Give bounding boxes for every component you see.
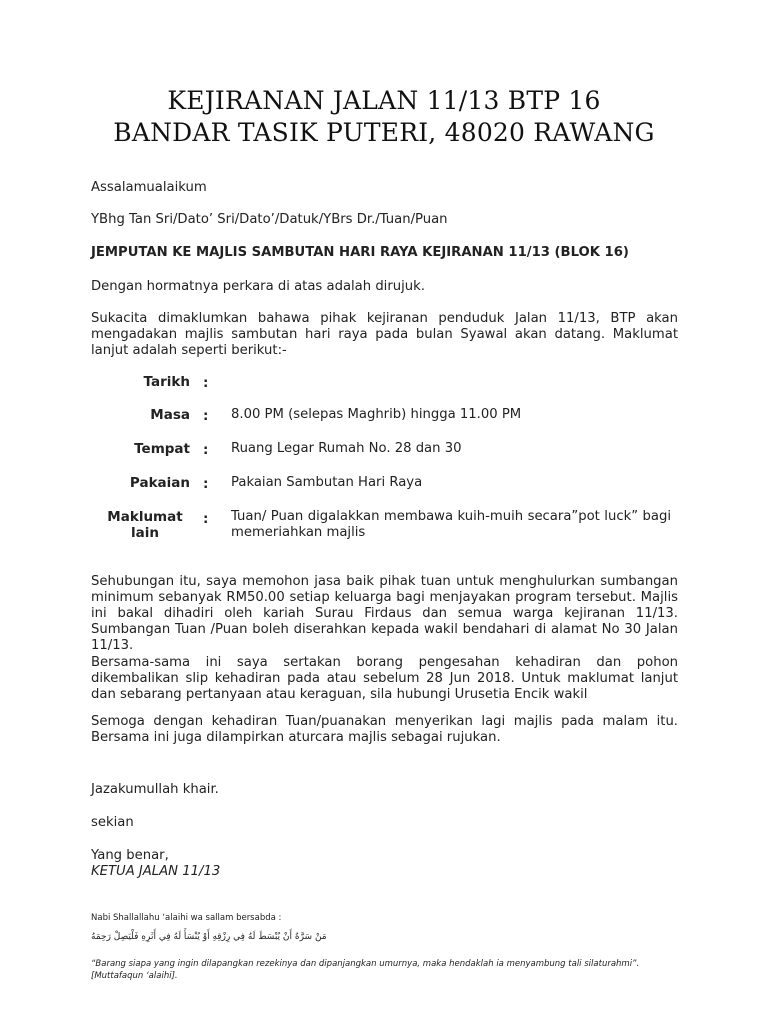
paragraph-1: Sukacita dimaklumkan bahawa pihak kejiranan penduduk Jalan 11/13, BTP akan mengadakan majlis sambutan hari raya pada bulan Syawal akan datang. Maklumat lanjut adalah seperti berikut:- xyxy=(91,311,678,358)
closing-jazakumullah: Jazakumullah khair. xyxy=(91,782,219,797)
intro-text: Dengan hormatnya perkara di atas adalah dirujuk. xyxy=(91,279,425,294)
closing-sekian: sekian xyxy=(91,815,134,830)
greeting: Assalamualaikum xyxy=(91,180,207,195)
paragraph-2: Sehubungan itu, saya memohon jasa baik pihak tuan untuk menghulurkan sumbangan minimum sebanyak RM50.00 setiap keluarga bagi menjayakan program tersebut. Majlis ini bakal dihadiri oleh kariah Surau Firdaus dan semua warga kejiranan 11/13. Sumbangan Tuan /Puan boleh diserahkan kepada wakil bendahari di alamat No 30 Jalan 11/13. xyxy=(91,574,678,653)
signature-title: KETUA JALAN 11/13 xyxy=(91,864,221,879)
detail-value-tempat: Ruang Legar Rumah No. 28 dan 30 xyxy=(231,441,462,456)
header-title-line1: KEJIRANAN JALAN 11/13 BTP 16 xyxy=(167,86,601,115)
paragraph-4: Semoga dengan kehadiran Tuan/puanakan menyerikan lagi majlis pada malam itu. Bersama ini juga dilampirkan aturcara majlis sebagai rujukan. xyxy=(91,714,678,745)
detail-value-pakaian: Pakaian Sambutan Hari Raya xyxy=(231,475,423,490)
detail-colon: : xyxy=(203,408,209,424)
detail-value-masa: 8.00 PM (selepas Maghrib) hingga 11.00 PM xyxy=(231,407,522,422)
hadith-translation: “Barang siapa yang ingin dilapangkan rezekinya dan dipanjangkan umurnya, maka hendaklah ia menyambung tali silaturahmi”. [Muttafaqun ‘alaihi]. xyxy=(91,959,640,981)
closing-yang-benar: Yang benar, xyxy=(91,848,169,863)
detail-colon: : xyxy=(203,375,209,391)
detail-label-masa: Masa xyxy=(150,407,190,423)
subject-line: JEMPUTAN KE MAJLIS SAMBUTAN HARI RAYA KEJIRANAN 11/13 (BLOK 16) xyxy=(91,245,629,260)
detail-colon: : xyxy=(203,476,209,492)
detail-label-maklumat-lain: Maklumat lain xyxy=(107,509,183,541)
detail-value-maklumat-lain: Tuan/ Puan digalakkan membawa kuih-muih secara”pot luck” bagi memeriahkan majlis xyxy=(231,509,671,540)
detail-colon: : xyxy=(203,511,209,527)
detail-label-pakaian: Pakaian xyxy=(129,475,190,491)
detail-label-tarikh: Tarikh xyxy=(143,374,190,390)
hadith-intro: Nabi Shallallahu ‘alaihi wa sallam bersabda : xyxy=(91,913,282,923)
addressee: YBhg Tan Sri/Dato’ Sri/Dato’/Datuk/YBrs Dr./Tuan/Puan xyxy=(91,212,448,227)
hadith-arabic-text: مَنْ سَرَّهُ أَنْ يُبْسَطَ لَهُ فِي رِزْقِهِ أَوْ يُنْسَأَ لَهُ فِي أَثَرِهِ فَلْيَصِلْ رَحِمَهُ xyxy=(91,932,327,942)
detail-colon: : xyxy=(203,442,209,458)
header-title-line2: BANDAR TASIK PUTERI, 48020 RAWANG xyxy=(113,118,655,147)
paragraph-3: Bersama-sama ini saya sertakan borang pengesahan kehadiran dan pohon dikembalikan slip kehadiran pada atau sebelum 28 Jun 2018. Untuk maklumat lanjut dan sebarang pertanyaan atau keraguan, sila hubungi Urusetia Encik wakil xyxy=(91,655,678,702)
detail-label-tempat: Tempat xyxy=(134,441,190,457)
